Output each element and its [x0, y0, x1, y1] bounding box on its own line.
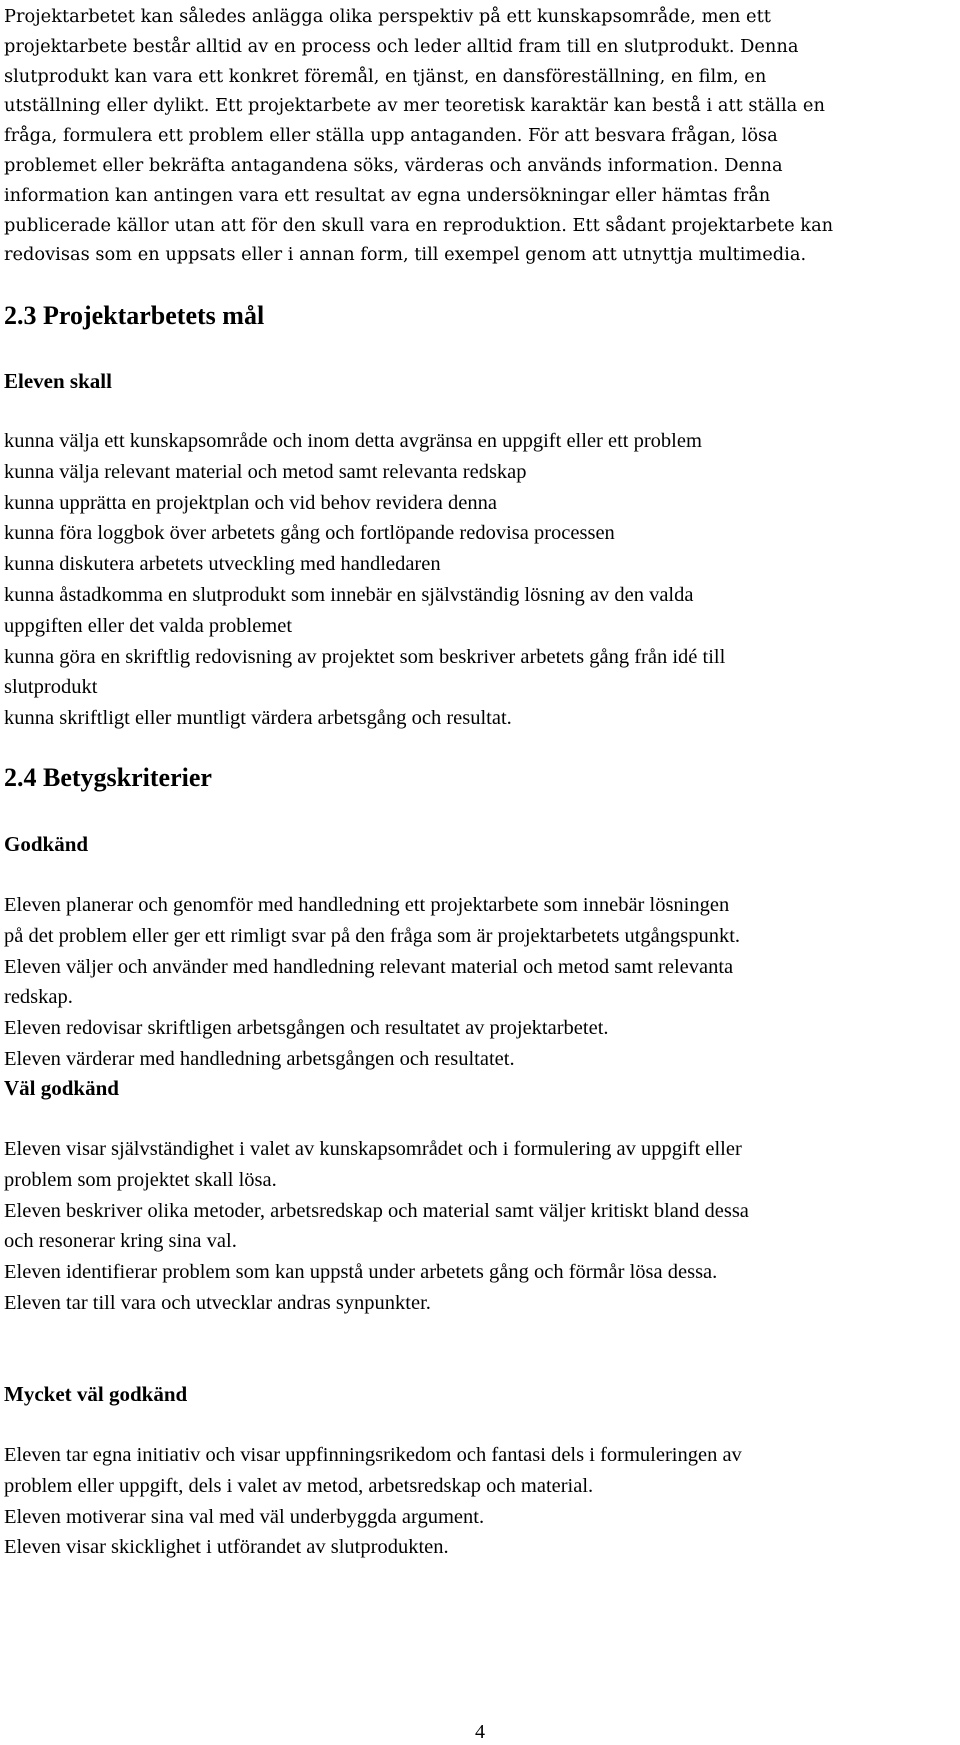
intro-line: publicerade källor utan att för den skull vara en reproduktion. Ett sådant projektarbete kan — [4, 214, 834, 236]
goal-item: slutprodukt — [4, 676, 98, 699]
criteria-heading-mycket-val-godkand: Mycket väl godkänd — [4, 1382, 188, 1406]
criterion-line: Eleven visar skicklighet i utförandet av slutprodukten. — [4, 1536, 449, 1559]
criterion-line: Eleven planerar och genomför med handledning ett projektarbete som innebär lösningen — [4, 894, 730, 916]
criterion-line: Eleven motiverar sina val med väl underbyggda argument. — [4, 1505, 485, 1528]
criterion-line: på det problem eller ger ett rimligt svar på den fråga som är projektarbetets utgångspunkt. — [4, 924, 741, 947]
criterion-line: Eleven tar till vara och utvecklar andras synpunkter. — [4, 1291, 431, 1314]
intro-line: fråga, formulera ett problem eller ställa upp antaganden. För att besvara frågan, lösa — [4, 125, 778, 147]
page-number: 4 — [475, 1721, 485, 1743]
criterion-line: problem som projektet skall lösa. — [4, 1168, 277, 1191]
subheading-eleven-skall: Eleven skall — [4, 369, 112, 393]
criterion-line: Eleven beskriver olika metoder, arbetsredskap och material samt väljer kritiskt bland dessa — [4, 1199, 749, 1222]
intro-line: Projektarbetet kan således anlägga olika perspektiv på ett kunskapsområde, men ett — [4, 6, 771, 27]
goal-item: kunna diskutera arbetets utveckling med handledaren — [4, 553, 441, 576]
intro-line: utställning eller dylikt. Ett projektarbete av mer teoretisk karaktär kan bestå i att ställa en — [4, 95, 825, 117]
goals-list — [4, 426, 725, 734]
section-heading-criteria: 2.4 Betygskriterier — [4, 763, 212, 792]
intro-line: projektarbete består alltid av en process och leder alltid fram till en slutprodukt. Denna — [4, 35, 799, 57]
intro-line: slutprodukt kan vara ett konkret föremål, en tjänst, en dansföreställning, en film, en — [4, 65, 767, 87]
goal-item: kunna upprätta en projektplan och vid behov revidera denna — [4, 491, 497, 514]
criterion-line: Eleven visar självständighet i valet av kunskapsområdet och i formulering av uppgift eller — [4, 1138, 742, 1160]
goal-item: kunna göra en skriftlig redovisning av projektet som beskriver arbetets gång från idé till — [4, 645, 726, 668]
goal-item: kunna åstadkomma en slutprodukt som innebär en självständig lösning av den valda — [4, 583, 694, 606]
criteria-list-mycket-val-godkand — [4, 1440, 742, 1563]
criterion-line: och resonerar kring sina val. — [4, 1230, 237, 1253]
criterion-line: Eleven redovisar skriftligen arbetsgången och resultatet av projektarbetet. — [4, 1017, 609, 1040]
criterion-line: Eleven identifierar problem som kan uppstå under arbetets gång och förmår lösa dessa. — [4, 1261, 718, 1284]
intro-line: problemet eller bekräfta antagandena söks, värderas och används information. Denna — [4, 154, 783, 176]
criteria-heading-godkand: Godkänd — [4, 832, 89, 856]
goal-item: kunna skriftligt eller muntligt värdera arbetsgång och resultat. — [4, 707, 512, 730]
criterion-line: redskap. — [4, 986, 73, 1009]
criterion-line: Eleven tar egna initiativ och visar uppfinningsrikedom och fantasi dels i formuleringen av — [4, 1444, 742, 1466]
criterion-line: Eleven väljer och använder med handledning relevant material och metod samt relevanta — [4, 955, 734, 978]
goal-item: kunna välja ett kunskapsområde och inom detta avgränsa en uppgift eller ett problem — [4, 430, 702, 452]
intro-line: information kan antingen vara ett resultat av egna undersökningar eller hämtas från — [4, 184, 771, 206]
goal-item: kunna välja relevant material och metod samt relevanta redskap — [4, 460, 527, 483]
goal-item: uppgiften eller det valda problemet — [4, 614, 293, 637]
criteria-list-godkand — [4, 890, 740, 1075]
criteria-heading-val-godkand: Väl godkänd — [4, 1076, 119, 1100]
intro-paragraph — [4, 2, 954, 270]
goal-item: kunna föra loggbok över arbetets gång och fortlöpande redovisa processen — [4, 522, 615, 545]
criterion-line: problem eller uppgift, dels i valet av metod, arbetsredskap och material. — [4, 1474, 594, 1497]
criteria-list-val-godkand — [4, 1134, 749, 1319]
criterion-line: Eleven värderar med handledning arbetsgången och resultatet. — [4, 1047, 515, 1070]
intro-line: redovisas som en uppsats eller i annan form, till exempel genom att utnyttja multimedia. — [4, 244, 807, 266]
section-heading-goals: 2.3 Projektarbetets mål — [4, 301, 265, 330]
